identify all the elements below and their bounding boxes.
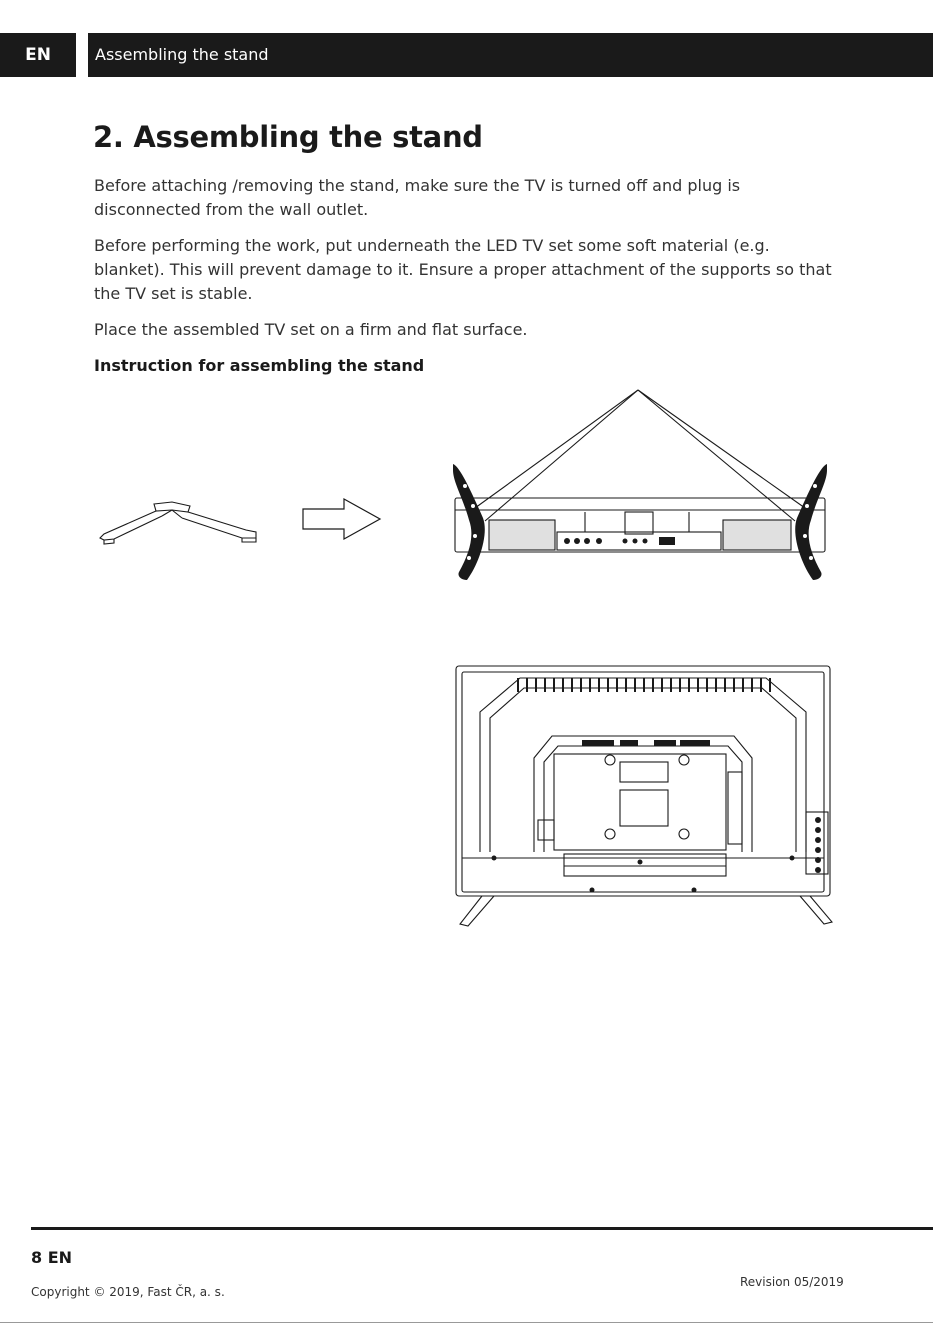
instruction-subheading: Instruction for assembling the stand xyxy=(94,356,425,375)
bottom-rule xyxy=(0,1322,933,1323)
revision-label: Revision 05/2019 xyxy=(740,1275,844,1289)
tv-bottom-view-illustration xyxy=(445,386,835,586)
page-title: 2. Assembling the stand xyxy=(93,120,483,154)
tv-rear-view-illustration xyxy=(450,662,835,930)
paragraph-soft-material: Before performing the work, put underneath the LED TV set some soft material (e.g. blanket). This will prevent damage to it. Ensure a proper attachment of the supports so that the TV set is stable. xyxy=(94,236,832,303)
arrow-right-icon xyxy=(300,496,384,542)
header-divider xyxy=(76,33,88,77)
header-bar xyxy=(0,33,933,77)
copyright-notice: Copyright © 2019, Fast ČR, a. s. xyxy=(31,1285,225,1299)
page-number: 8 EN xyxy=(31,1248,73,1267)
stand-leg-illustration xyxy=(96,498,261,546)
footer-rule xyxy=(31,1227,933,1230)
paragraph-power-off: Before attaching /removing the stand, make sure the TV is turned off and plug is disconnected from the wall outlet. xyxy=(94,176,741,219)
header-section-title: Assembling the stand xyxy=(95,45,269,64)
language-tab: EN xyxy=(25,45,51,65)
paragraph-flat-surface: Place the assembled TV set on a firm and flat surface. xyxy=(94,320,528,339)
